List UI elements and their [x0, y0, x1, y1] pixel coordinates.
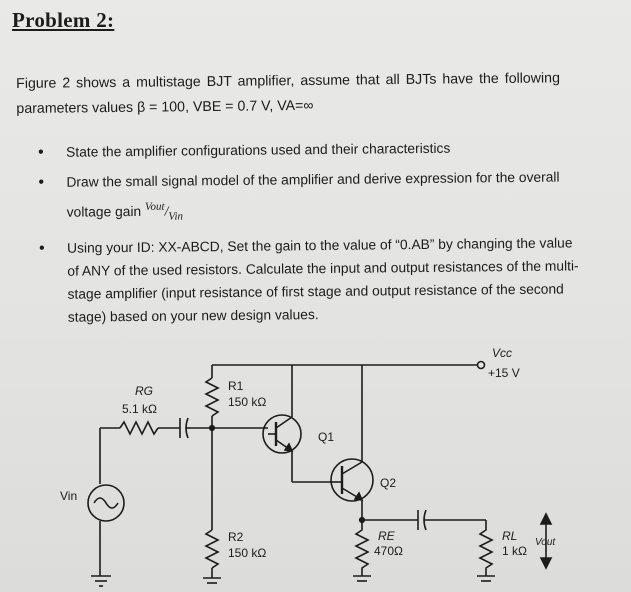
r2-resistor — [206, 530, 218, 568]
rg-name: RG — [135, 384, 153, 398]
task-1-text: State the amplifier configurations used and their characteristics — [66, 140, 451, 160]
vcc-terminal — [478, 362, 485, 369]
task-3-line-3: stage amplifier (input resistance of first stage and output resistance of the second — [67, 281, 564, 302]
vout-up-arrow-icon — [541, 514, 551, 524]
rl-name: RL — [502, 529, 518, 543]
problem-title: Problem 2: — [12, 8, 115, 32]
rg-value: 5.1 kΩ — [122, 402, 157, 416]
r1-value: 150 kΩ — [228, 395, 267, 409]
q1-label: Q1 — [318, 430, 335, 444]
intro-line-1: Figure 2 shows a multistage BJT amplifier, assume that all BJTs have the following — [16, 70, 561, 92]
r1-name: R1 — [228, 379, 244, 393]
re-name: RE — [378, 529, 395, 543]
vout-down-arrow-icon — [541, 558, 551, 568]
intro-line-2: parameters values β = 100, VBE = 0.7 V, VA=∞ — [16, 97, 314, 117]
rl-value: 1 kΩ — [502, 544, 527, 558]
rl-resistor — [480, 520, 492, 576]
task-3-line-1: Using your ID: XX-ABCD, Set the gain to the value of “0.AB” by changing the value — [67, 235, 573, 256]
vcc-value: +15 V — [488, 366, 520, 380]
q2-label: Q2 — [380, 476, 397, 490]
bullet-icon: • — [38, 143, 44, 161]
r2-value: 150 kΩ — [228, 546, 267, 560]
vout-label: Vout — [535, 537, 556, 548]
r1-resistor — [206, 378, 218, 416]
rg-resistor — [120, 422, 158, 434]
task-3-line-2: of ANY of the used resistors. Calculate the input and output resistances of the multi- — [67, 258, 579, 279]
task-3-line-4: stage) based on your new design values. — [67, 307, 319, 325]
re-resistor — [356, 520, 368, 576]
task-2-text: Draw the small signal model of the amplifier and derive expression for the overall — [66, 169, 560, 190]
bullet-icon: • — [39, 239, 45, 257]
re-value: 470Ω — [374, 544, 403, 558]
bullet-icon: • — [38, 173, 45, 191]
gain-fraction: $^{Vout}/_{Vin}$ — [144, 200, 184, 223]
r2-name: R2 — [228, 530, 244, 544]
vcc-label: Vcc — [492, 346, 513, 360]
vin-label: Vin — [60, 489, 78, 503]
task-2-text-cont: voltage gain — [66, 203, 142, 220]
